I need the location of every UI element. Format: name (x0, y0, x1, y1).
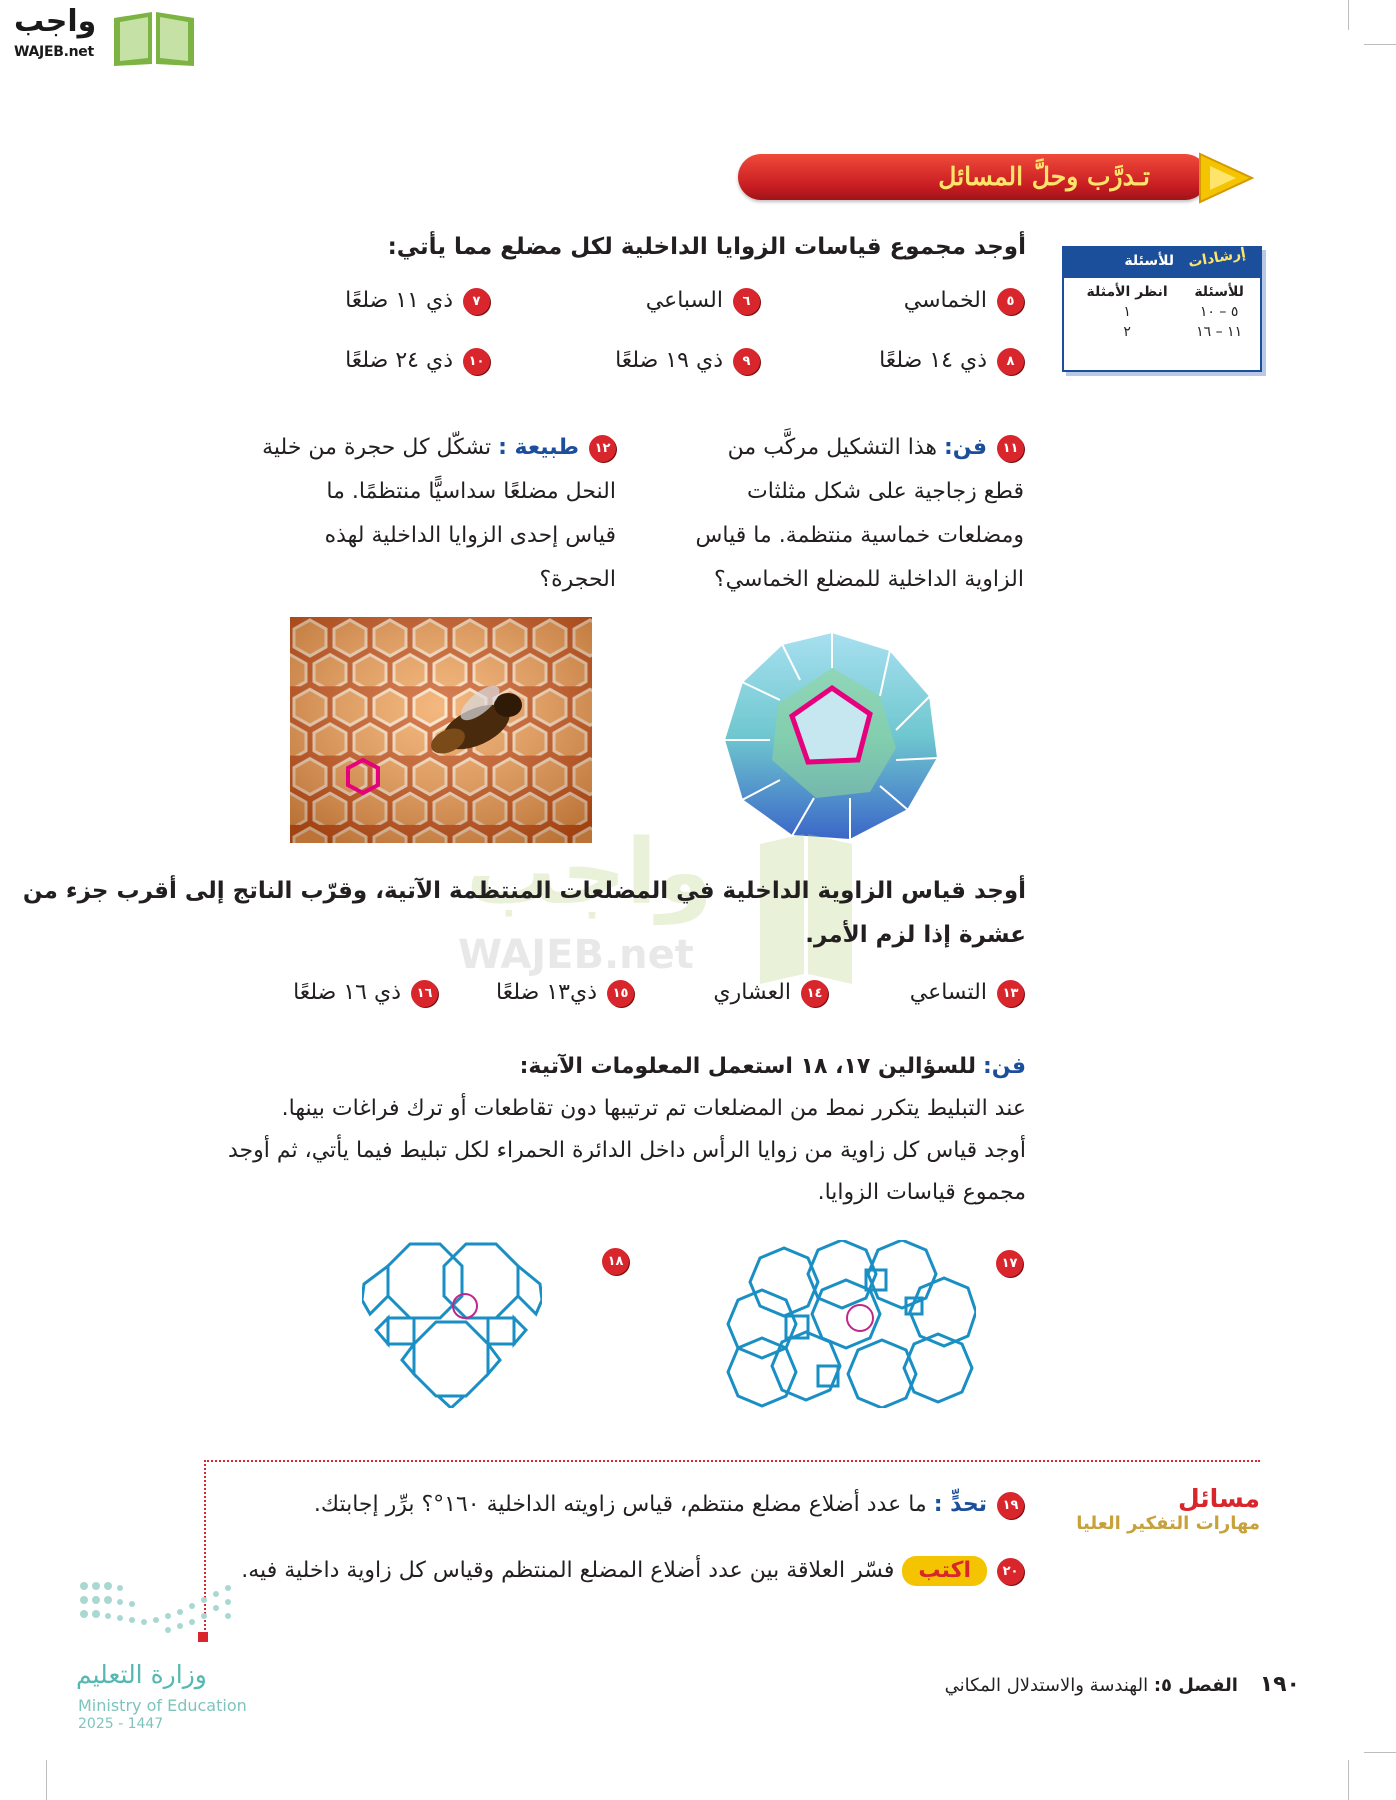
tiling-figure-17 (720, 1240, 976, 1408)
page-number: ١٩٠ (1259, 1672, 1300, 1697)
logo-arabic-text: واجب (14, 4, 97, 39)
exercise-text: ذي ٢٤ ضلعًا (345, 348, 453, 373)
exercise-item (879, 346, 1024, 376)
watermark-book-icon (756, 834, 856, 984)
section3-heading (520, 1052, 1026, 1082)
exercise-text: ذي ١١ ضلعًا (345, 288, 453, 313)
question-line: تشكّل كل حجرة من خلية (262, 435, 492, 460)
question-number: ١٣ (997, 980, 1024, 1007)
question-number: ١٥ (607, 980, 634, 1007)
question-number: ١٩ (997, 1492, 1024, 1519)
exercise-item (910, 978, 1024, 1008)
exercise-text: الخماسي (903, 288, 987, 313)
chapter-label: الفصل ٥: (1153, 1675, 1238, 1696)
exercise-text: ذي١٣ ضلعًا (496, 980, 597, 1005)
question-label: فن: (943, 435, 987, 460)
section2-instruction-line2: عشرة إذا لزم الأمر. (805, 922, 1026, 948)
book-icon (110, 8, 198, 68)
question-number: ٥ (997, 288, 1024, 315)
exercise-text: العشاري (713, 980, 791, 1005)
section3-label: فن: (982, 1054, 1026, 1079)
hint-cell: ٥ – ١٠ (1199, 304, 1239, 320)
exercise-text: التساعي (909, 980, 987, 1005)
logo-latin-text: WAJEB.net (14, 44, 94, 60)
exercise-item (496, 978, 634, 1008)
question-line: قطع زجاجية على شكل مثلثات (747, 479, 1024, 504)
section3-line3: مجموع قياسات الزوايا. (817, 1180, 1026, 1205)
question-label: طبيعة : (498, 435, 579, 460)
figure-18-number: ١٨ (602, 1248, 629, 1275)
tiling-figure-18 (362, 1240, 542, 1408)
hint-cell: ٢ (1123, 324, 1131, 340)
question-line: ومضلعات خماسية منتظمة. ما قياس (695, 523, 1024, 548)
problems-title: مسائل (1177, 1484, 1260, 1513)
arrow-icon (1196, 150, 1256, 206)
polyhedron-image (720, 630, 944, 842)
exercise-text: السباعي (645, 288, 723, 313)
question-number: ٦ (733, 288, 760, 315)
chapter-title: الهندسة والاستدلال المكاني (944, 1675, 1149, 1696)
question-text: ما عدد أضلاع مضلع منتظم، قياس زاويته الداخلية ١٦٠°؟ برِّر إجابتك. (313, 1492, 927, 1517)
question-line: الزاوية الداخلية للمضلع الخماسي؟ (713, 567, 1024, 592)
question-20 (241, 1556, 1024, 1586)
question-12 (262, 426, 616, 602)
question-19 (314, 1490, 1024, 1520)
question-number: ٢٠ (997, 1558, 1024, 1585)
watermark-arabic: واجب (466, 820, 713, 925)
exercise-item (904, 286, 1024, 316)
question-number: ١٤ (801, 980, 828, 1007)
question-number: ٨ (997, 348, 1024, 375)
watermark-latin: WAJEB.net (458, 932, 694, 978)
hint-table (1070, 282, 1254, 342)
page-footer (880, 1672, 1300, 1697)
exercise-item (615, 346, 760, 376)
section2-instruction-line1: أوجد قياس الزاوية الداخلية في المضلعات المنتظمة الآتية، وقرّب الناتج إلى أقرب جزء من (22, 878, 1026, 904)
hint-cell: ١١ – ١٦ (1196, 324, 1243, 340)
exercise-item (293, 978, 438, 1008)
section3-line2: أوجد قياس كل زاوية من زوايا الرأس داخل الدائرة الحمراء لكل تبليط فيما يأتي، ثم أوجد (227, 1138, 1026, 1163)
ministry-logo (60, 1576, 260, 1736)
exercise-text: ذي ١٩ ضلعًا (615, 348, 723, 373)
exercise-item (713, 978, 828, 1008)
question-line: هذا التشكيل مركَّب من (727, 435, 937, 460)
ministry-english: Ministry of Education (78, 1696, 247, 1715)
problems-heading (1040, 1484, 1260, 1534)
question-number: ١٦ (411, 980, 438, 1007)
watermark (456, 820, 856, 1000)
hint-cell: ١ (1123, 304, 1131, 320)
ministry-arabic: وزارة التعليم (76, 1660, 207, 1689)
question-number: ٧ (463, 288, 490, 315)
exercise-text: ذي ١٦ ضلعًا (293, 980, 401, 1005)
question-label: تحدٍّ : (933, 1492, 987, 1517)
question-number: ١٢ (589, 435, 616, 462)
question-number: ١٠ (463, 348, 490, 375)
section-banner (738, 150, 1258, 206)
hint-col-examples: انظر الأمثلة (1086, 284, 1168, 300)
section3-line1: عند التبليط يتكرر نمط من المضلعات تم ترتيبها دون تقاطعات أو ترك فراغات بينها. (281, 1096, 1026, 1121)
question-line: قياس إحدى الزوايا الداخلية لهذه (324, 523, 616, 548)
figure-17-number: ١٧ (996, 1250, 1023, 1277)
exercise-item (646, 286, 760, 316)
section1-instruction: أوجد مجموع قياسات الزوايا الداخلية لكل مضلع مما يأتي: (387, 234, 1026, 260)
question-number: ٩ (733, 348, 760, 375)
section3-heading-text: للسؤالين ١٧، ١٨ استعمل المعلومات الآتية: (519, 1054, 976, 1079)
question-line: الحجرة؟ (539, 567, 616, 592)
question-text: فسّر العلاقة بين عدد أضلاع المضلع المنتظم وقياس كل زاوية داخلية فيه. (241, 1558, 895, 1583)
exercise-item (345, 346, 490, 376)
banner-title: تـدرَّب وحلَّ المسائل (938, 162, 1150, 191)
problems-subtitle: مهارات التفكير العليا (1076, 1513, 1260, 1534)
question-number: ١١ (997, 435, 1024, 462)
hint-col-questions: للأسئلة (1194, 284, 1244, 300)
exercise-item (345, 286, 490, 316)
question-11 (696, 426, 1024, 602)
ministry-year: 2025 - 1447 (78, 1716, 164, 1732)
honeycomb-image (290, 617, 592, 843)
hint-subtitle: للأسئلة (1124, 253, 1174, 269)
wajeb-logo[interactable] (8, 4, 188, 68)
ministry-dots-icon (74, 1576, 250, 1646)
hint-title: إرشادات (1187, 245, 1247, 271)
question-line: النحل مضلعًا سداسيًّا منتظمًا. ما (326, 479, 616, 504)
exercise-text: ذي ١٤ ضلعًا (879, 348, 987, 373)
write-badge: اكتب (902, 1556, 987, 1586)
problems-divider (204, 1460, 1260, 1462)
hint-box (1062, 246, 1262, 372)
